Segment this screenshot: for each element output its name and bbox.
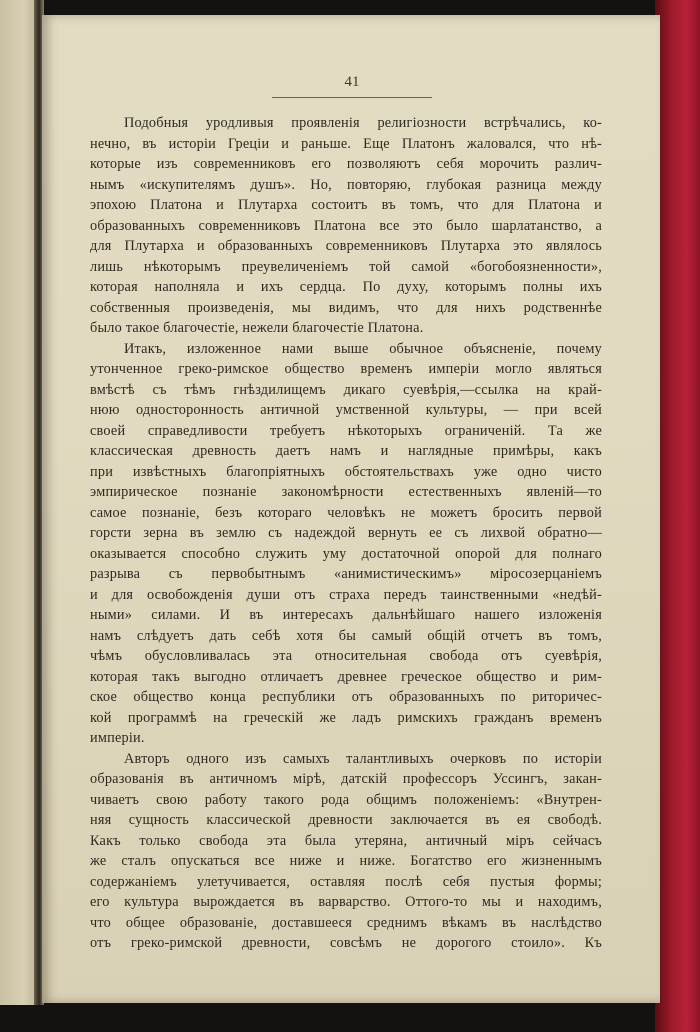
body-text: [90, 113, 602, 954]
paragraph: [90, 113, 602, 339]
text-line: самое познаніе, безъ котораго человѣкъ не можетъ бросить первой: [90, 504, 602, 521]
book-cover-edge: [655, 0, 700, 1032]
text-line: эпохою Платона и Плутарха состоитъ въ томъ, что для Платона и: [90, 197, 602, 213]
text-line: Подобныя уродливыя проявленія религіозности встрѣчались, ко-: [124, 115, 602, 131]
text-line: образованія въ античномъ мірѣ, датскій профессоръ Уссингъ, закан-: [90, 771, 602, 787]
text-line: разрыва съ первобытнымъ «анимистическимъ» міросозерцаніемъ: [90, 566, 602, 582]
text-line: Авторъ одного изъ самыхъ талантливыхъ очерковъ по исторіи: [124, 750, 602, 767]
text-line: для Плутарха и образованныхъ современниковъ Плутарха это являлось: [90, 238, 602, 254]
text-line: собственныя произведенія, мы видимъ, что для нихъ родственнѣе: [90, 299, 602, 316]
text-line: классическая древность даетъ намъ и наглядные примѣры, какъ: [90, 443, 602, 459]
text-line: нечно, въ исторіи Греціи и раньше. Еще Платонъ жаловался, что нѣ-: [90, 135, 602, 152]
text-line: было такое благочестіе, нежели благочестіе Платона.: [90, 320, 424, 336]
text-line: Итакъ, изложенное нами выше обычное объясненіе, почему: [124, 340, 602, 357]
text-line: оказывается способно служить уму достаточной опорой для полнаго: [90, 545, 602, 562]
page-number: 41: [344, 74, 360, 90]
text-line: его культура вырождается въ варварство. Оттого-то мы и находимъ,: [90, 894, 602, 910]
text-line: горсти зерна въ землю съ надеждой вернуть ее съ лихвой обратно—: [90, 525, 602, 541]
text-line: нюю односторонность античной умственной культуры, — при всей: [90, 402, 602, 418]
paragraph: [90, 339, 602, 749]
text-line: чиваетъ свою работу такого рода общимъ положеніемъ: «Внутрен-: [90, 791, 602, 808]
text-line: имперіи.: [90, 730, 145, 746]
text-line: кой программѣ на греческій же ладъ римскихъ гражданъ временъ: [90, 709, 602, 726]
text-line: содержаніемъ улетучивается, оставляя послѣ себя пустыя формы;: [90, 873, 602, 890]
text-line: вмѣстѣ съ тѣмъ гнѣздилищемъ дикаго суевѣрія,—ссылка на край-: [90, 381, 602, 398]
text-line: утонченное греко-римское общество временъ имперіи могло являться: [90, 361, 602, 377]
text-line: что общее образованіе, доставшееся среднимъ вѣкамъ въ наслѣдство: [90, 914, 602, 931]
text-line: Какъ только свобода эта была утеряна, античный міръ сейчасъ: [90, 832, 602, 849]
book-page: [42, 15, 660, 1003]
text-line: своей справедливости требуетъ нѣкоторыхъ ограниченій. Та же: [90, 422, 602, 439]
paragraph: [90, 749, 602, 954]
text-line: при извѣстныхъ благопріятныхъ обстоятельствахъ уже одно чисто: [90, 463, 602, 480]
text-line: намъ слѣдуетъ дать себѣ хотя бы самый общій отчетъ въ томъ,: [90, 627, 602, 644]
text-line: лишь нѣкоторымъ преувеличеніемъ той самой «богобоязненности»,: [90, 258, 602, 275]
text-line: которая наполняла и ихъ сердца. По духу, которымъ полны ихъ: [90, 279, 602, 295]
text-line: чѣмъ обусловливалась эта относительная свобода отъ суевѣрія,: [90, 648, 602, 664]
text-line: нымъ «искупителямъ душъ». Но, повторяю, глубокая разница между: [90, 176, 602, 193]
text-line: ными» силами. И въ интересахъ дальнѣйшаго нашего изложенія: [90, 607, 602, 623]
text-line: образованныхъ современниковъ Платона все это было шарлатанство, а: [90, 217, 602, 234]
text-line: ское общество конца республики отъ образованныхъ по риторичес-: [90, 689, 602, 705]
text-line: которые изъ современниковъ его позволяютъ себя морочить различ-: [90, 156, 602, 172]
text-line: и для освобожденія души отъ страха передъ таинственными «недѣй-: [90, 586, 602, 603]
text-line: же сталъ опускаться все ниже и ниже. Богатство его жизненнымъ: [90, 853, 602, 869]
text-line: которая такъ выгодно отличаетъ древнее греческое общество и рим-: [90, 668, 602, 685]
page-number-rule: [272, 97, 432, 98]
text-line: отъ греко-римской древности, совсѣмъ не дорогого стоило». Къ: [90, 935, 602, 951]
text-line: няя сущность классической древности заключается въ ея свободѣ.: [90, 812, 602, 828]
text-line: эмпирическое познаніе закономѣрности естественныхъ явленій—то: [90, 484, 602, 500]
